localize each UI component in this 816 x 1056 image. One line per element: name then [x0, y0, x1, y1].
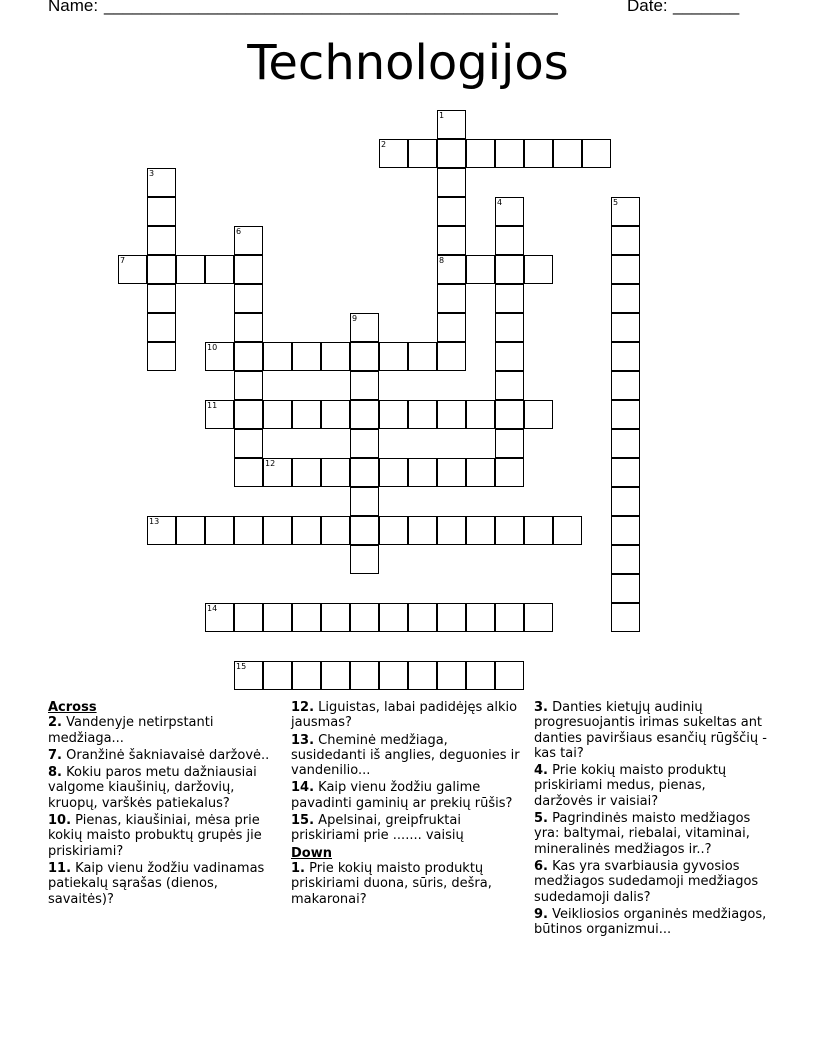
grid-cell[interactable]	[466, 458, 495, 487]
grid-cell[interactable]	[408, 400, 437, 429]
grid-cell[interactable]	[437, 284, 466, 313]
grid-cell[interactable]	[408, 458, 437, 487]
grid-cell[interactable]	[379, 458, 408, 487]
grid-cell[interactable]	[321, 603, 350, 632]
clue-down-9: 9. Veikliosios organinės medžiagos, būtinos organizmui...	[534, 906, 767, 938]
grid-cell[interactable]	[611, 516, 640, 545]
grid-cell[interactable]	[350, 429, 379, 458]
grid-cell[interactable]	[611, 429, 640, 458]
clue-across-2: 2. Vandenyje netirpstanti medžiaga...	[48, 715, 214, 746]
grid-cell[interactable]	[611, 284, 640, 313]
grid-cell[interactable]	[321, 661, 350, 690]
grid-cell[interactable]	[147, 516, 176, 545]
grid-cell[interactable]	[611, 226, 640, 255]
grid-cell[interactable]	[292, 400, 321, 429]
grid-cell[interactable]	[611, 458, 640, 487]
cell-number: 4	[497, 198, 503, 207]
grid-cell[interactable]	[205, 342, 234, 371]
grid-cell[interactable]	[350, 603, 379, 632]
grid-cell[interactable]	[437, 197, 466, 226]
grid-cell[interactable]	[147, 284, 176, 313]
cell-number: 3	[149, 169, 155, 178]
grid-cell[interactable]	[350, 545, 379, 574]
grid-cell[interactable]	[263, 342, 292, 371]
grid-cell[interactable]	[611, 197, 640, 226]
grid-cell[interactable]	[205, 516, 234, 545]
cell-number: 12	[265, 459, 276, 468]
grid-cell[interactable]	[350, 487, 379, 516]
date-field-line[interactable]: _______	[673, 0, 740, 15]
grid-cell[interactable]	[524, 603, 553, 632]
grid-cell[interactable]	[495, 516, 524, 545]
grid-cell[interactable]	[437, 139, 466, 168]
clue-across-10: 10. Pienas, kiaušiniai, mėsa prie kokių maisto probuktų grupės jie priskiriami?	[48, 813, 262, 859]
grid-cell[interactable]	[408, 516, 437, 545]
grid-cell[interactable]	[147, 226, 176, 255]
grid-cell[interactable]	[234, 284, 263, 313]
cell-number: 14	[207, 604, 218, 613]
grid-cell[interactable]	[321, 516, 350, 545]
grid-cell[interactable]	[350, 516, 379, 545]
cell-number: 1	[439, 111, 445, 120]
grid-cell[interactable]	[495, 284, 524, 313]
grid-cell[interactable]	[234, 400, 263, 429]
grid-cell[interactable]	[379, 516, 408, 545]
grid-cell[interactable]	[263, 458, 292, 487]
clue-column-2	[291, 700, 525, 909]
grid-cell[interactable]	[350, 400, 379, 429]
grid-cell[interactable]	[553, 139, 582, 168]
cell-number: 5	[613, 198, 619, 207]
grid-cell[interactable]	[147, 197, 176, 226]
grid-cell[interactable]	[263, 516, 292, 545]
grid-cell[interactable]	[437, 168, 466, 197]
grid-cell[interactable]	[437, 516, 466, 545]
grid-cell[interactable]	[611, 487, 640, 516]
grid-cell[interactable]	[350, 458, 379, 487]
grid-cell[interactable]	[495, 400, 524, 429]
grid-cell[interactable]	[495, 197, 524, 226]
grid-cell[interactable]	[495, 458, 524, 487]
grid-cell[interactable]	[408, 603, 437, 632]
grid-cell[interactable]	[524, 400, 553, 429]
grid-cell[interactable]	[292, 516, 321, 545]
clue-across-13: 13. Cheminė medžiaga, susidedanti iš anglies, deguonies ir vandenilio...	[291, 732, 520, 779]
grid-cell[interactable]	[234, 226, 263, 255]
grid-cell[interactable]	[437, 603, 466, 632]
grid-cell[interactable]	[321, 400, 350, 429]
date-label: Date:	[627, 0, 668, 15]
grid-cell[interactable]	[292, 603, 321, 632]
grid-cell[interactable]	[379, 342, 408, 371]
grid-cell[interactable]	[379, 139, 408, 168]
cell-number: 13	[149, 517, 160, 526]
clue-column-3	[534, 700, 768, 939]
clue-across-7: 7. Oranžinė šakniavaisė daržovė..	[48, 747, 270, 763]
across-heading: Across	[48, 700, 97, 715]
grid-cell[interactable]	[437, 458, 466, 487]
grid-cell[interactable]	[205, 603, 234, 632]
grid-cell[interactable]	[147, 342, 176, 371]
grid-cell[interactable]	[437, 661, 466, 690]
cell-number: 8	[439, 256, 445, 265]
grid-cell[interactable]	[524, 139, 553, 168]
grid-cell[interactable]	[437, 255, 466, 284]
grid-cell[interactable]	[611, 574, 640, 603]
clue-across-12: 12. Liguistas, labai padidėjęs alkio jausmas?	[291, 700, 518, 731]
grid-cell[interactable]	[234, 661, 263, 690]
grid-cell[interactable]	[495, 255, 524, 284]
grid-cell[interactable]	[524, 255, 553, 284]
clue-down-5: 5. Pagrindinės maisto medžiagos yra: baltymai, riebalai, vitaminai, mineralinės medžiagos ir..?	[534, 811, 751, 857]
grid-cell[interactable]	[611, 400, 640, 429]
grid-cell[interactable]	[234, 342, 263, 371]
grid-cell[interactable]	[466, 516, 495, 545]
name-label: Name:	[48, 0, 99, 15]
clue-column-1	[48, 700, 282, 909]
grid-cell[interactable]	[611, 603, 640, 632]
clue-across-15: 15. Apelsinai, greipfruktai priskiriami prie ....... vaisių	[291, 813, 464, 844]
grid-cell[interactable]	[321, 342, 350, 371]
grid-cell[interactable]	[437, 226, 466, 255]
cell-number: 2	[381, 140, 387, 149]
grid-cell[interactable]	[437, 110, 466, 139]
grid-cell[interactable]	[234, 603, 263, 632]
cell-number: 6	[236, 227, 242, 236]
grid-cell[interactable]	[176, 255, 205, 284]
grid-cell[interactable]	[292, 342, 321, 371]
grid-cell[interactable]	[611, 342, 640, 371]
header	[48, 0, 748, 18]
grid-cell[interactable]	[495, 603, 524, 632]
grid-cell[interactable]	[263, 661, 292, 690]
grid-cell[interactable]	[495, 429, 524, 458]
grid-cell[interactable]	[234, 429, 263, 458]
grid-cell[interactable]	[350, 661, 379, 690]
grid-cell[interactable]	[147, 168, 176, 197]
cell-number: 9	[352, 314, 358, 323]
grid-cell[interactable]	[263, 603, 292, 632]
grid-cell[interactable]	[379, 603, 408, 632]
grid-cell[interactable]	[234, 516, 263, 545]
grid-cell[interactable]	[147, 255, 176, 284]
grid-cell[interactable]	[611, 371, 640, 400]
down-heading: Down	[291, 845, 332, 861]
cell-number: 7	[120, 256, 126, 265]
cell-number: 10	[207, 343, 218, 352]
grid-cell[interactable]	[466, 603, 495, 632]
grid-cell[interactable]	[611, 313, 640, 342]
grid-cell[interactable]	[321, 458, 350, 487]
grid-cell[interactable]	[582, 139, 611, 168]
grid-cell[interactable]	[350, 371, 379, 400]
grid-cell[interactable]	[234, 255, 263, 284]
page-title: Technologijos	[247, 35, 569, 91]
grid-cell[interactable]	[176, 516, 205, 545]
grid-cell[interactable]	[495, 661, 524, 690]
grid-cell[interactable]	[379, 661, 408, 690]
grid-cell[interactable]	[234, 313, 263, 342]
grid-cell[interactable]	[466, 400, 495, 429]
clue-across-11: 11. Kaip vienu žodžiu vadinamas patiekalų sąrašas (dienos, savaitės)?	[48, 860, 265, 907]
grid-cell[interactable]	[495, 342, 524, 371]
grid-cell[interactable]	[408, 342, 437, 371]
grid-cell[interactable]	[205, 400, 234, 429]
grid-cell[interactable]	[292, 458, 321, 487]
grid-cell[interactable]	[350, 342, 379, 371]
grid-cell[interactable]	[379, 400, 408, 429]
clue-down-1: 1. Prie kokių maisto produktų priskiriami duona, sūris, dešra, makaronai?	[291, 860, 492, 907]
clue-down-4: 4. Prie kokių maisto produktų priskiriami medus, pienas, daržovės ir vaisiai?	[534, 763, 727, 809]
grid-cell[interactable]	[495, 226, 524, 255]
clue-across-14: 14. Kaip vienu žodžiu galime pavadinti gaminių ar prekių rūšis?	[291, 780, 513, 811]
grid-cell[interactable]	[495, 371, 524, 400]
grid-cell[interactable]	[437, 400, 466, 429]
grid-cell[interactable]	[234, 458, 263, 487]
grid-cell[interactable]	[147, 313, 176, 342]
grid-cell[interactable]	[611, 545, 640, 574]
grid-cell[interactable]	[437, 342, 466, 371]
grid-cell[interactable]	[611, 255, 640, 284]
grid-cell[interactable]	[118, 255, 147, 284]
name-field-line[interactable]: ________________________________________________	[104, 0, 558, 15]
grid-cell[interactable]	[408, 661, 437, 690]
grid-cell[interactable]	[263, 400, 292, 429]
grid-cell[interactable]	[350, 313, 379, 342]
grid-cell[interactable]	[553, 516, 582, 545]
cell-number: 15	[236, 662, 247, 671]
clue-across-8: 8. Kokiu paros metu dažniausiai valgome kiaušinių, daržovių, kruopų, varškės patiekalus?	[48, 765, 257, 811]
grid-cell[interactable]	[466, 661, 495, 690]
grid-cell[interactable]	[205, 255, 234, 284]
grid-cell[interactable]	[408, 139, 437, 168]
grid-cell[interactable]	[495, 313, 524, 342]
clue-down-3: 3. Danties kietųjų audinių progresuojantis irimas sukeltas ant danties paviršiaus esančių rūgščių - kas tai?	[534, 700, 767, 761]
cell-number: 11	[207, 401, 218, 410]
grid-cell[interactable]	[437, 313, 466, 342]
grid-cell[interactable]	[466, 139, 495, 168]
grid-cell[interactable]	[234, 371, 263, 400]
grid-cell[interactable]	[466, 255, 495, 284]
grid-cell[interactable]	[524, 516, 553, 545]
grid-cell[interactable]	[495, 139, 524, 168]
grid-cell[interactable]	[292, 661, 321, 690]
clue-down-6: 6. Kas yra svarbiausia gyvosios medžiagos sudedamoji medžiagos sudedamoji dalis?	[534, 858, 759, 905]
